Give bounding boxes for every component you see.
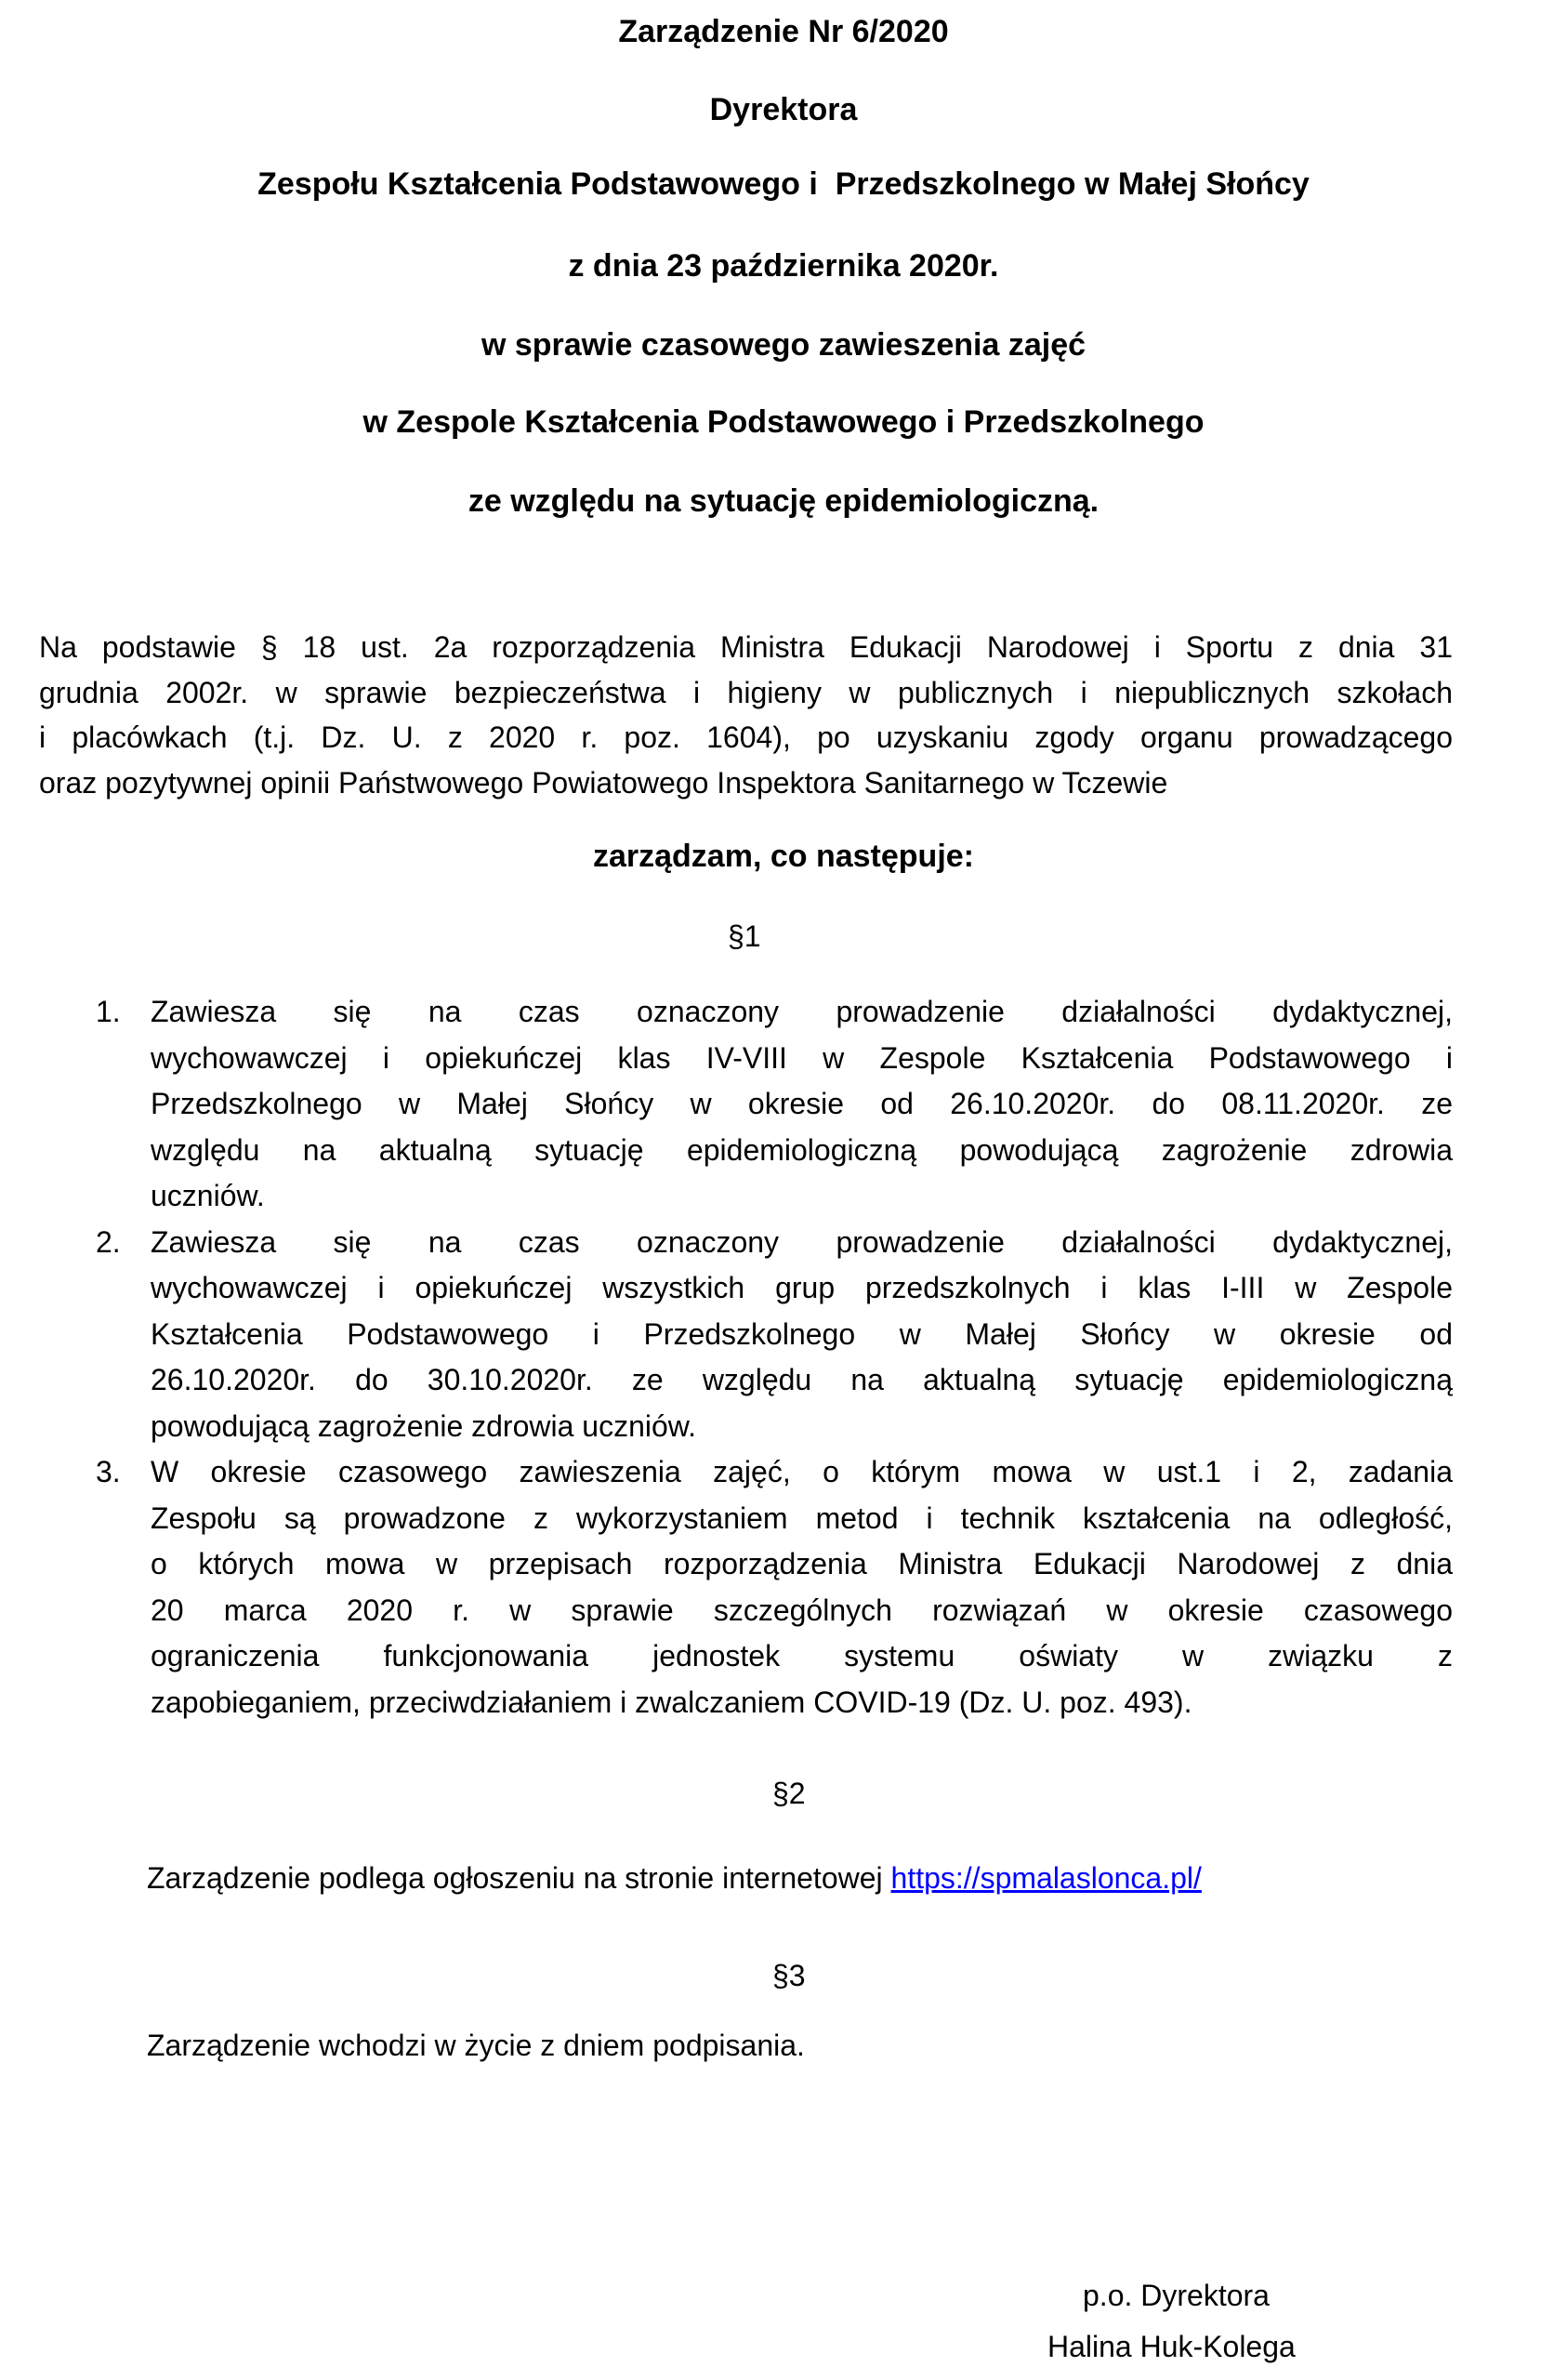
list-line: Kształcenia Podstawowego i Przedszkolnego w Małej Słońcy w okresie od: [151, 1316, 1453, 1351]
list-item-text: [151, 989, 1453, 1220]
list-item-2: [0, 1220, 1567, 1450]
list-line: wychowawczej i opiekuńczej klas IV-VIII w Zespole Kształcenia Podstawowego i: [151, 1040, 1453, 1075]
preamble-paragraph: [39, 625, 1453, 805]
list-line: o których mowa w przepisach rozporządzenia Ministra Edukacji Narodowej z dnia: [151, 1547, 1453, 1580]
document-title: Zarządzenie Nr 6/2020: [618, 14, 949, 49]
publication-clause: [147, 1856, 1202, 1900]
list-line: powodującą zagrożenie zdrowia uczniów.: [151, 1408, 697, 1443]
list-line: wychowawczej i opiekuńczej wszystkich grup przedszkolnych i klas I-III w Zespole: [151, 1271, 1453, 1304]
list-line: Zawiesza się na czas oznaczony prowadzenie działalności dydaktycznej,: [151, 1224, 1453, 1259]
subject-line-1: w sprawie czasowego zawieszenia zajęć: [481, 327, 1086, 363]
list-line: ograniczenia funkcjonowania jednostek systemu oświaty w związku z: [151, 1639, 1453, 1673]
list-item-3: [0, 1449, 1567, 1726]
date-heading: z dnia 23 października 2020r.: [568, 248, 999, 284]
publication-text: Zarządzenie podlega ogłoszeniu na stronie internetowej: [147, 1861, 891, 1895]
list-line: uczniów.: [151, 1179, 265, 1212]
section-2-mark: §2: [772, 1777, 806, 1810]
effective-date-clause: Zarządzenie wchodzi w życie z dniem podpisania.: [147, 2029, 805, 2062]
list-line: zapobieganiem, przeciwdziałaniem i zwalczaniem COVID-19 (Dz. U. poz. 493).: [151, 1685, 1192, 1719]
subject-line-2: w Zespole Kształcenia Podstawowego i Przedszkolnego: [362, 404, 1205, 440]
list-line: Przedszkolnego w Małej Słońcy w okresie od 26.10.2020r. do 08.11.2020r. ze: [151, 1087, 1453, 1120]
signature-name: Halina Huk-Kolega: [1047, 2330, 1296, 2363]
list-line: W okresie czasowego zawieszenia zajęć, o którym mowa w ust.1 i 2, zadania: [151, 1455, 1453, 1488]
section-3-mark: §3: [772, 1959, 806, 1992]
preamble-line: Na podstawie § 18 ust. 2a rozporządzenia Ministra Edukacji Narodowej i Sportu z dnia 31: [39, 630, 1453, 664]
list-item-text: [151, 1449, 1453, 1726]
preamble-line: i placówkach (t.j. Dz. U. z 2020 r. poz. 1604), po uzyskaniu zgody organu prowadzącego: [39, 721, 1453, 754]
subject-line-3: ze względu na sytuację epidemiologiczną.: [467, 483, 1100, 519]
list-line: 20 marca 2020 r. w sprawie szczególnych rozwiązań w okresie czasowego: [151, 1593, 1453, 1627]
school-website-link[interactable]: https://spmalaslonca.pl/: [890, 1861, 1202, 1895]
section-1-list: [0, 989, 1567, 1726]
list-item-text: [151, 1220, 1453, 1450]
section-1-mark: §1: [728, 919, 761, 953]
list-line: Zespołu są prowadzone z wykorzystaniem metod i technik kształcenia na odległość,: [151, 1501, 1453, 1535]
list-number: 3.: [96, 1455, 121, 1488]
list-line: Zawiesza się na czas oznaczony prowadzenie działalności dydaktycznej,: [151, 995, 1453, 1028]
signature-role: p.o. Dyrektora: [1083, 2279, 1270, 2312]
issuer-heading: Dyrektora: [709, 92, 858, 127]
list-item-1: [0, 989, 1567, 1220]
list-number: 1.: [96, 995, 121, 1028]
preamble-line: oraz pozytywnej opinii Państwowego Powiatowego Inspektora Sanitarnego w Tczewie: [39, 765, 1168, 800]
preamble-line: grudnia 2002r. w sprawie bezpieczeństwa i higieny w publicznych i niepublicznych szkołach: [39, 675, 1453, 709]
list-line: względu na aktualną sytuację epidemiologiczną powodującą zagrożenie zdrowia: [151, 1132, 1453, 1167]
list-number: 2.: [96, 1224, 121, 1259]
decree-phrase: zarządzam, co następuje:: [592, 839, 974, 874]
institution-heading: Zespołu Kształcenia Podstawowego i Przedszkolnego w Małej Słońcy: [257, 166, 1310, 202]
list-line: 26.10.2020r. do 30.10.2020r. ze względu na aktualną sytuację epidemiologiczną: [151, 1363, 1453, 1396]
